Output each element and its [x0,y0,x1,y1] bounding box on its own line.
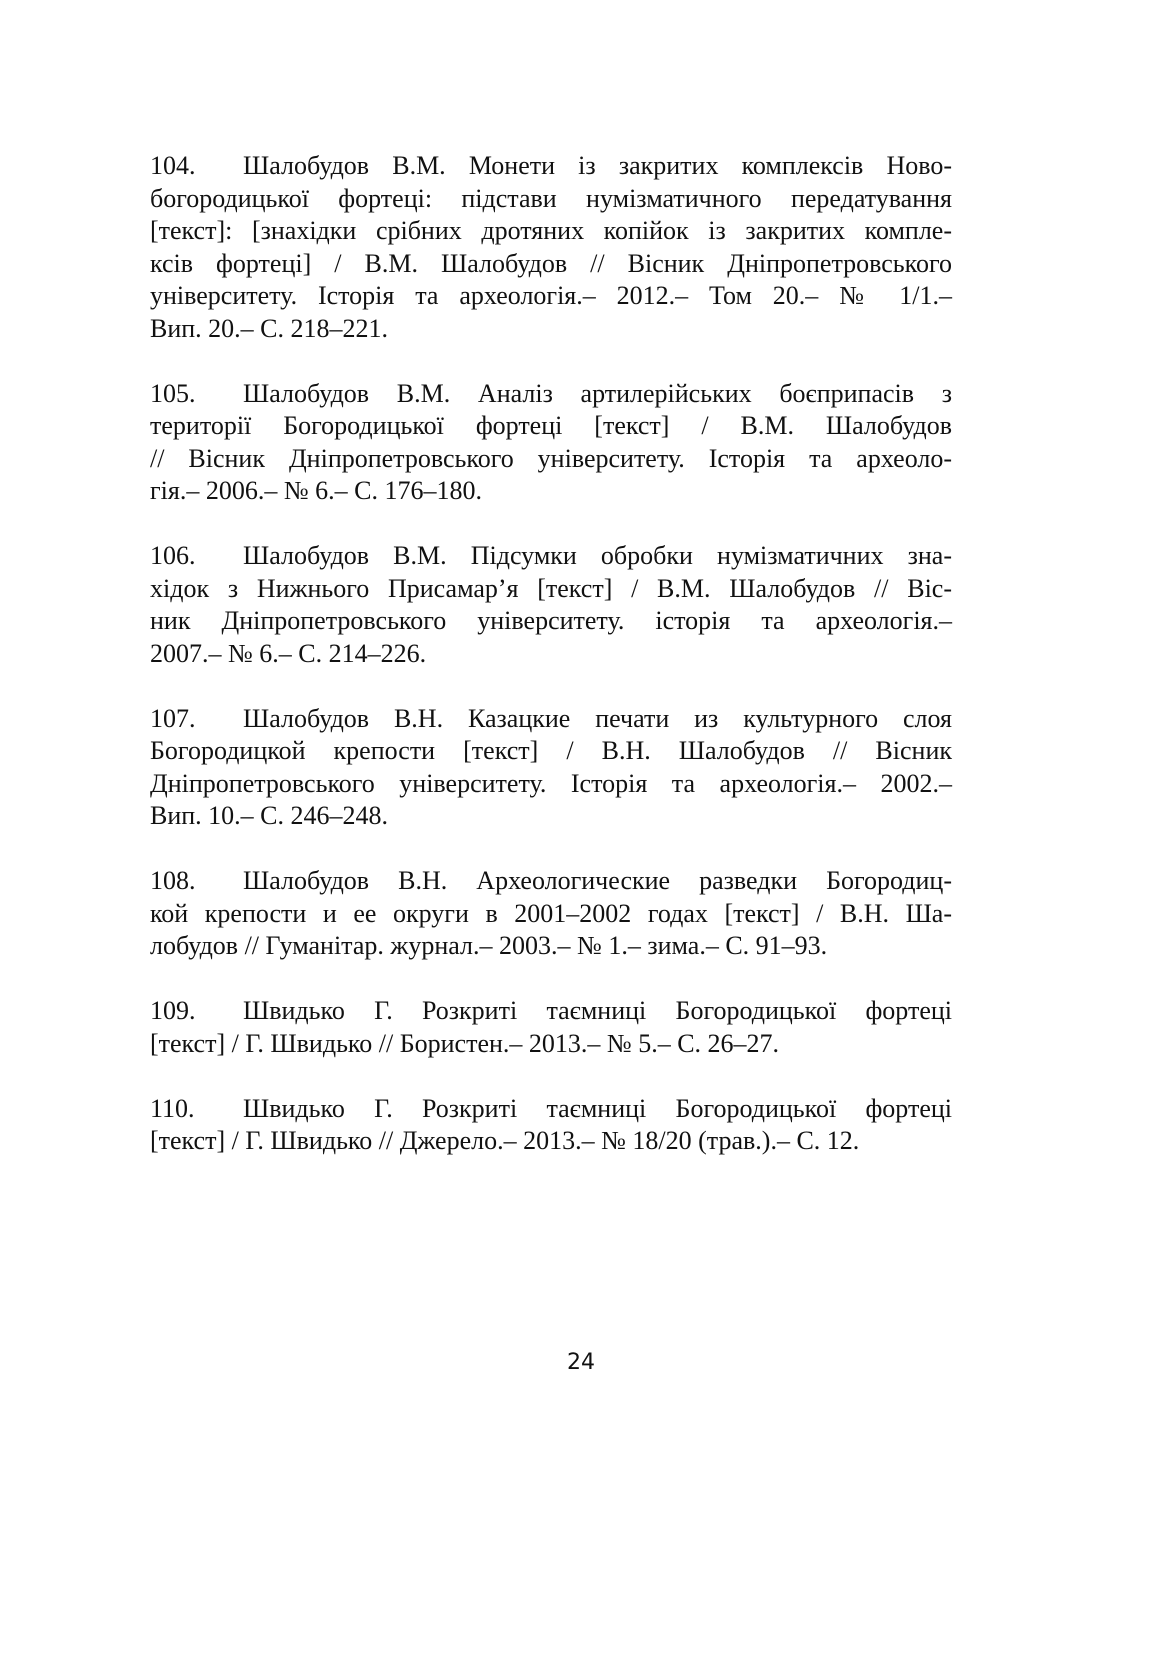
reference-text: університету. Історія та археологія.– 2012.– Том 20.– № 1/1.– [150,281,952,310]
reference-text: 2007.– № 6.– С. 214–226. [150,638,427,668]
reference-text: Шалобудов В.Н. Казацкие печати из культурного слоя [243,703,952,733]
reference-text: Вип. 20.– С. 218–221. [150,313,389,343]
reference-line [150,703,952,736]
reference-line [150,313,952,346]
reference-line [150,410,952,443]
reference-line [150,995,952,1028]
reference-entry [150,995,952,1060]
reference-line [150,540,952,573]
reference-number: 106. [150,541,196,570]
reference-text: Богородицкой крепости [текст] / В.Н. Шалобудов // Вісник [150,736,952,765]
reference-text: хідок з Нижнього Присамар’я [текст] / В.М. Шалобудов // Віс- [150,573,952,603]
reference-line [150,150,952,183]
reference-number: 105. [150,378,196,408]
reference-line [150,638,952,671]
reference-entry [150,865,952,963]
reference-entry [150,150,952,345]
reference-list [150,150,952,1190]
reference-line [150,1093,952,1126]
reference-number: 110. [150,1093,195,1123]
reference-line [150,735,952,768]
reference-text: Шалобудов В.Н. Археологические разведки Богородиц- [243,866,952,895]
reference-text: [текст] / Г. Швидько // Бористен.– 2013.– № 5.– С. 26–27. [150,1028,780,1058]
reference-text: Шалобудов В.М. Підсумки обробки нумізматичних зна- [243,541,952,570]
reference-text: кой крепости и ее округи в 2001–2002 годах [текст] / В.Н. Ша- [150,898,952,928]
reference-entry [150,1093,952,1158]
reference-text: Шалобудов В.М. Аналіз артилерійських боєприпасів з [243,378,952,408]
reference-text: гія.– 2006.– № 6.– С. 176–180. [150,476,482,505]
reference-line [150,183,952,216]
reference-line [150,865,952,898]
reference-text: богородицької фортеці: підстави нумізматичного передатування [150,183,952,213]
reference-line [150,768,952,801]
reference-text: [текст] / Г. Швидько // Джерело.– 2013.– № 18/20 (трав.).– С. 12. [150,1126,860,1155]
reference-text: // Вісник Дніпропетровського університету. Історія та археоло- [150,443,952,473]
reference-line [150,573,952,606]
reference-line [150,475,952,508]
reference-entry [150,378,952,508]
reference-text: Швидько Г. Розкриті таємниці Богородицької фортеці [243,996,952,1025]
reference-line [150,930,952,963]
reference-line [150,280,952,313]
reference-line [150,1125,952,1158]
reference-line [150,1028,952,1061]
reference-number: 108. [150,866,196,895]
reference-text: ксів фортеці] / В.М. Шалобудов // Вісник Дніпропетровського [150,248,952,278]
reference-line [150,378,952,411]
reference-text: ник Дніпропетровського університету. історія та археологія.– [150,606,952,635]
reference-text: Дніпропетровського університету. Історія та археологія.– 2002.– [150,768,952,798]
reference-text: лобудов // Гуманітар. журнал.– 2003.– № 1.– зима.– С. 91–93. [150,931,828,960]
reference-text: Швидько Г. Розкриті таємниці Богородицької фортеці [243,1093,952,1123]
reference-line [150,443,952,476]
page-number: 24 [567,1350,595,1375]
reference-line [150,898,952,931]
reference-line [150,215,952,248]
reference-text: території Богородицької фортеці [текст] / В.М. Шалобудов [150,411,952,440]
reference-text: Вип. 10.– С. 246–248. [150,801,389,830]
reference-number: 104. [150,151,196,180]
reference-line [150,248,952,281]
reference-text: Шалобудов В.М. Монети із закритих комплексів Ново- [243,151,952,180]
reference-number: 107. [150,703,196,733]
reference-line [150,605,952,638]
reference-number: 109. [150,996,196,1025]
reference-entry [150,703,952,833]
reference-line [150,800,952,833]
reference-entry [150,540,952,670]
reference-text: [текст]: [знахідки срібних дротяних копійок із закритих компле- [150,216,952,245]
